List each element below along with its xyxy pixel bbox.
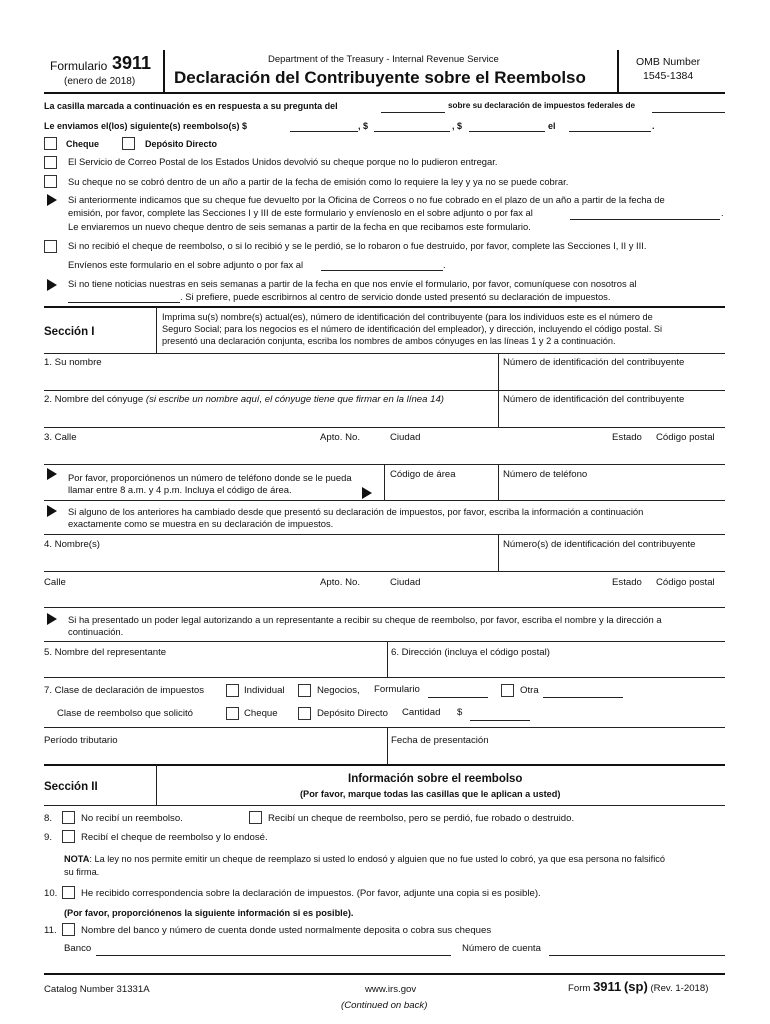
formulario-label: Formulario	[374, 684, 420, 695]
bank-info-checkbox[interactable]	[62, 923, 75, 936]
note-line-1: NOTA: La ley no nos permite emitir un cheque de reemplazo si usted lo endosó y alguien que no fue usted lo cobró, ya que esa persona no falsificó	[64, 854, 665, 864]
form-date: (enero de 2018)	[64, 76, 136, 87]
individual-checkbox[interactable]	[226, 684, 239, 697]
bank-info-label: Nombre del banco y número de cuenta donde usted normalmente deposita o cobra sus cheques	[81, 925, 492, 936]
header-right-divider	[617, 50, 619, 92]
arrow-icon	[47, 613, 57, 625]
line-3-label: 3. Calle	[44, 432, 77, 443]
arrow-icon	[47, 468, 57, 480]
arrow-icon	[362, 487, 372, 499]
line-1-tin-label: Número de identificación del contribuyente	[503, 357, 685, 368]
intro-sep2: , $	[452, 121, 463, 131]
line-6-label: 6. Dirección (incluya el código postal)	[391, 647, 550, 658]
endorsed-checkbox[interactable]	[62, 830, 75, 843]
rule	[44, 727, 725, 728]
intro-sep1: , $	[358, 121, 369, 131]
rule	[44, 534, 725, 535]
provide-info-text: (Por favor, proporciónenos la siguiente información si es posible).	[64, 908, 354, 918]
line-1-divider	[498, 353, 499, 390]
line-7-label: 7. Clase de declaración de impuestos	[44, 685, 204, 696]
notice-4-checkbox[interactable]	[44, 240, 57, 253]
lost-stolen-checkbox[interactable]	[249, 811, 262, 824]
section2-label: Sección II	[44, 781, 98, 793]
fax-number-field-1[interactable]	[570, 219, 720, 220]
apt-label: Apto. No.	[320, 577, 360, 588]
phone-instr-2: llamar entre 8 a.m. y 4 p.m. Incluya el código de área.	[68, 484, 292, 495]
section2-subtitle: (Por favor, marque todas las casillas que le aplican a usted)	[300, 789, 561, 799]
endorsed-label: Recibí el cheque de reembolso y lo endosé.	[81, 832, 268, 843]
direct-deposit-checkbox[interactable]	[122, 137, 135, 150]
business-label: Negocios,	[317, 685, 360, 696]
refund-amount-1[interactable]	[290, 131, 358, 132]
amount-field[interactable]	[470, 720, 530, 721]
section1-divider	[156, 307, 157, 353]
section2-title: Información sobre el reembolso	[348, 773, 523, 785]
rule	[44, 390, 725, 391]
notice-1-text: El Servicio de Correo Postal de los Estados Unidos devolvió su cheque porque no lo pudieron entregar.	[68, 156, 498, 167]
tax-period-label: Período tributario	[44, 735, 118, 746]
notice-3-line1: Si anteriormente indicamos que su cheque fue devuelto por la Oficina de Correos o no fue cobrado en el plazo de un año a partir de la fecha de	[68, 194, 665, 205]
direct-deposit-class-checkbox[interactable]	[298, 707, 311, 720]
line-4-divider	[498, 534, 499, 571]
notice-2-text: Su cheque no se cobró dentro de un año a partir de la fecha de emisión como lo requiere la ley y ya no se puede cobrar.	[68, 176, 569, 187]
section1-label: Sección I	[44, 326, 95, 338]
notice-4-line2-end: .	[443, 259, 446, 270]
tax-year-field[interactable]	[652, 112, 725, 113]
changed-instr-1: Si alguno de los anteriores ha cambiado desde que presentó su declaración de impuestos, por favor, escriba la información a continuación	[68, 506, 644, 517]
lost-stolen-label: Recibí un cheque de reembolso, pero se perdió, fue robado o destruido.	[268, 813, 575, 824]
state-label: Estado	[612, 577, 642, 588]
line-4-label: 4. Nombre(s)	[44, 539, 100, 550]
rule	[44, 641, 725, 642]
phone-divider	[384, 464, 385, 500]
footer-rule	[44, 973, 725, 975]
city-label: Ciudad	[390, 432, 421, 443]
notice-4-line2: Envíenos este formulario en el sobre adjunto o por fax al	[68, 259, 304, 270]
correspondence-checkbox[interactable]	[62, 886, 75, 899]
item-11-number: 11.	[44, 925, 57, 936]
arrow-icon	[47, 279, 57, 291]
tax-period-divider	[387, 727, 388, 764]
line-5-label: 5. Nombre del representante	[44, 647, 167, 658]
phone-instr-1: Por favor, proporciónenos un número de teléfono donde se le pueda	[68, 472, 352, 483]
line-4-tin-label: Número(s) de identificación del contribuyente	[503, 539, 696, 550]
account-field[interactable]	[549, 955, 725, 956]
header-left-divider	[163, 50, 165, 92]
intro-line1-b: sobre su declaración de impuestos federales de	[448, 101, 636, 110]
irs-url: www.irs.gov	[365, 984, 417, 995]
line-2-divider	[498, 390, 499, 427]
notice-5-line1: Si no tiene noticias nuestras en seis semanas a partir de la fecha en que nos envíe el formulario, por favor, comuníquese con nosotros al	[68, 278, 637, 289]
cheque-checkbox[interactable]	[44, 137, 57, 150]
notice-1-checkbox[interactable]	[44, 156, 57, 169]
catalog-number: Catalog Number 31331A	[44, 984, 150, 995]
note-line-2: su firma.	[64, 867, 100, 877]
omb-label: OMB Number	[636, 56, 701, 68]
header-bottom-rule	[44, 92, 725, 94]
rule	[44, 427, 725, 428]
zip-label: Código postal	[656, 432, 715, 443]
intro-line2-a: Le enviamos el(los) siguiente(s) reembolso(s) $	[44, 121, 248, 131]
notice-3-line2-end: .	[721, 207, 724, 218]
cheque-class-label: Cheque	[244, 708, 278, 719]
poa-instr-2: continuación.	[68, 626, 124, 637]
individual-label: Individual	[244, 685, 285, 696]
section1-instr-1: Imprima su(s) nombre(s) actual(es), número de identificación del contribuyente (para los individuos este es el número de	[162, 312, 653, 322]
item-9-number: 9.	[44, 832, 53, 843]
correspondence-label: He recibido correspondencia sobre la declaración de impuestos. (Por favor, adjunte una copia si es posible).	[81, 888, 541, 899]
amount-label: Cantidad	[402, 707, 441, 718]
other-label: Otra	[520, 685, 539, 696]
arrow-icon	[47, 505, 57, 517]
section1-instr-3: presentó una declaración conjunta, escriba los nombres de ambos cónyuges en las líneas 1 y 2 a continuación.	[162, 336, 616, 346]
rule	[44, 571, 725, 572]
phone-number-label: Número de teléfono	[503, 469, 588, 480]
changed-instr-2: exactamente como se muestra en su declaración de impuestos.	[68, 518, 334, 529]
form-number: 3911	[112, 53, 152, 73]
line-1-label: 1. Su nombre	[44, 357, 102, 368]
phone-contact-field[interactable]	[68, 302, 180, 303]
direct-deposit-label: Depósito Directo	[145, 139, 218, 149]
cheque-label: Cheque	[66, 139, 100, 149]
form-word: Formulario	[50, 59, 108, 73]
line-5-divider	[387, 641, 388, 677]
section1-top-rule	[44, 306, 725, 308]
city-label: Ciudad	[390, 577, 421, 588]
street-label: Calle	[44, 577, 66, 588]
other-checkbox[interactable]	[501, 684, 514, 697]
state-label: Estado	[612, 432, 642, 443]
account-label: Número de cuenta	[462, 943, 541, 954]
fax-number-field-2[interactable]	[321, 270, 443, 271]
omb-number: 1545-1384	[643, 70, 694, 82]
line-2-label: 2. Nombre del cónyuge (si escribe un nombre aquí, el cónyuge tiene que firmar en la línea 14)	[44, 394, 444, 405]
filing-date-label: Fecha de presentación	[391, 735, 489, 746]
agency-name: Department of the Treasury - Internal Revenue Service	[268, 54, 499, 65]
notice-3-line2: emisión, por favor, complete las Secciones I y III de este formulario y envíenoslo en el sobre adjunto o por fax al	[68, 207, 533, 218]
intro-el: el	[548, 121, 556, 131]
form-number-field[interactable]	[428, 697, 488, 698]
notice-3-line3: Le enviaremos un nuevo cheque dentro de seis semanas a partir de la fecha en que recibamos este formulario.	[68, 221, 531, 232]
apt-label: Apto. No.	[320, 432, 360, 443]
refund-date-field[interactable]	[569, 131, 651, 132]
refund-amount-3[interactable]	[469, 131, 545, 132]
zip-label: Código postal	[656, 577, 715, 588]
arrow-icon	[47, 194, 57, 206]
notice-5-line2: . Si prefiere, puede escribirnos al centro de servicio donde usted presentó su declaración de impuestos.	[180, 291, 611, 302]
item-8-number: 8.	[44, 813, 53, 824]
intro-end: .	[652, 121, 655, 131]
no-refund-label: No recibí un reembolso.	[81, 813, 183, 824]
rule	[44, 677, 725, 678]
poa-instr-1: Si ha presentado un poder legal autorizando a un representante a recibir su cheque de reembolso, por favor, escriba el nombre y la dirección a	[68, 614, 662, 625]
notice-4-line1: Si no recibió el cheque de reembolso, o si lo recibió y se le perdió, se lo robaron o fue destruido, por favor, complete las Secciones I, II y III.	[68, 240, 647, 251]
dollar-sign: $	[457, 707, 463, 718]
section2-divider	[156, 765, 157, 805]
section1-instr-2: Seguro Social; para los negocios es el número de identificación del empleador), y dirección, incluyendo el código postal. Si	[162, 324, 662, 334]
bank-label: Banco	[64, 943, 92, 954]
intro-line1-a: La casilla marcada a continuación es en respuesta a su pregunta del	[44, 101, 338, 111]
other-field[interactable]	[543, 697, 623, 698]
rule	[44, 805, 725, 806]
rule	[44, 500, 725, 501]
form-title: Declaración del Contribuyente sobre el Reembolso	[174, 68, 586, 87]
cheque-class-checkbox[interactable]	[226, 707, 239, 720]
refund-amount-2[interactable]	[374, 131, 450, 132]
area-code-label: Código de área	[390, 469, 456, 480]
item-10-number: 10.	[44, 888, 58, 899]
phone-divider	[498, 464, 499, 500]
footer-form-id: Form 3911 (sp) (Rev. 1-2018)	[568, 979, 709, 994]
rule	[44, 353, 725, 354]
bank-field[interactable]	[96, 955, 451, 956]
line-2-tin-label: Número de identificación del contribuyente	[503, 394, 685, 405]
rule	[44, 607, 725, 608]
direct-deposit-class-label: Depósito Directo	[317, 708, 388, 719]
refund-class-label: Clase de reembolso que solicitó	[57, 708, 193, 719]
business-checkbox[interactable]	[298, 684, 311, 697]
continued-on-back: (Continued on back)	[341, 1000, 428, 1011]
no-refund-checkbox[interactable]	[62, 811, 75, 824]
notice-2-checkbox[interactable]	[44, 175, 57, 188]
section2-top-rule	[44, 764, 725, 766]
question-date-field[interactable]	[381, 112, 445, 113]
